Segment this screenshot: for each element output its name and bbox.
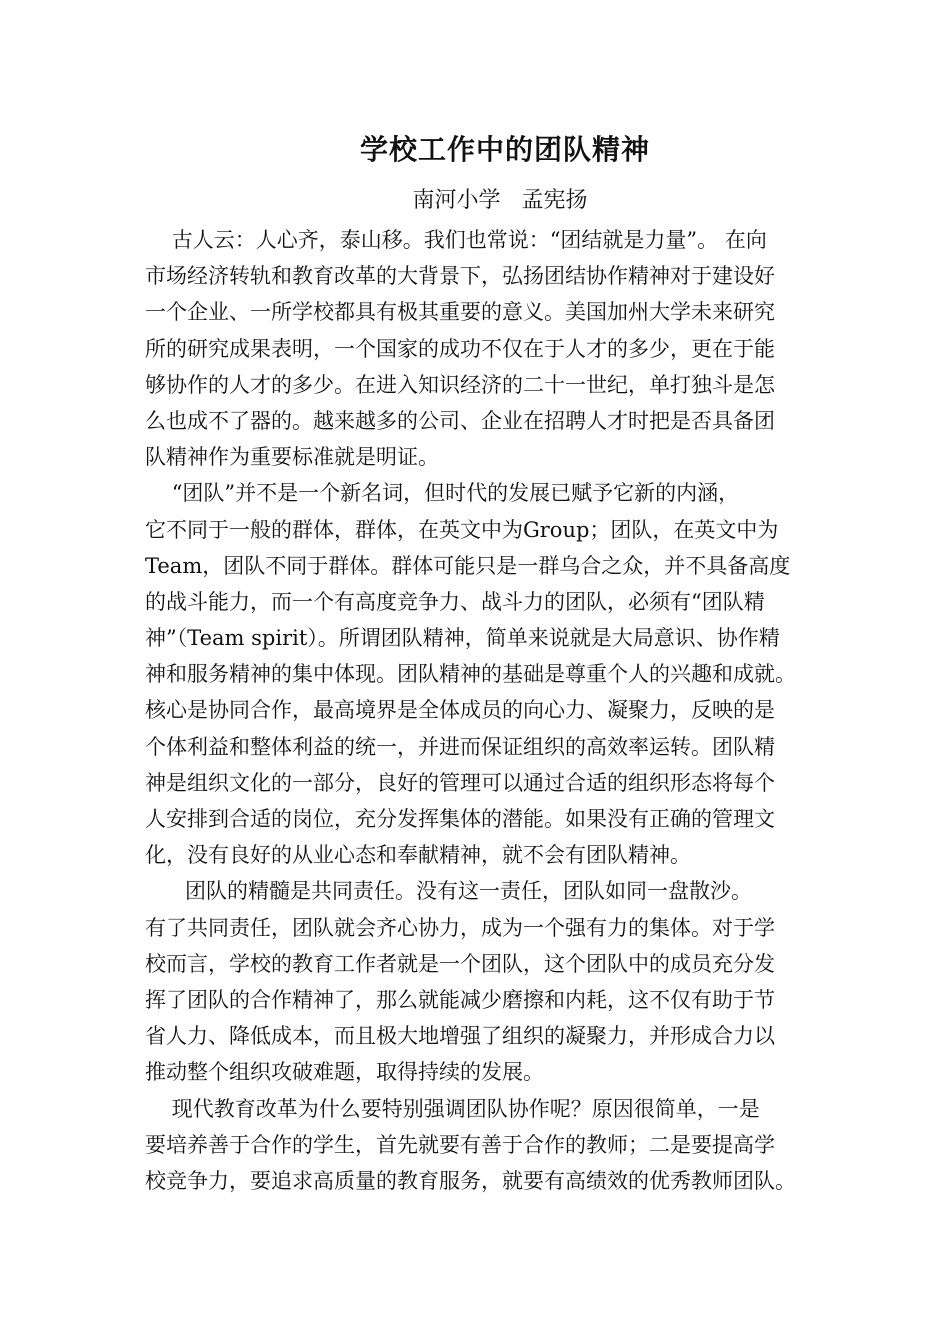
text-line: 所的研究成果表明，一个国家的成功不仅在于人才的多少，更在于能 xyxy=(145,336,775,361)
text-line: 神”（Team spirit）。所谓团队精神，简单来说就是大局意识、协作精 xyxy=(145,626,780,651)
document-title: 学校工作中的团队精神 xyxy=(359,133,650,166)
text-line: 人安排到合适的岗位，充分发挥集体的潜能。如果没有正确的管理文 xyxy=(145,807,775,831)
text-line: 要培养善于合作的学生，首先就要有善于合作的教师；二是要提高学 xyxy=(145,1132,775,1157)
text-line: 化，没有良好的从业心态和奉献精神，就不会有团队精神。 xyxy=(145,843,691,868)
text-line: 神是组织文化的一部分，良好的管理可以通过合适的组织形态将每个 xyxy=(145,770,775,795)
text-line: 的战斗能力，而一个有高度竞争力、战斗力的团队，必须有“团队精 xyxy=(145,589,765,614)
text-line: “团队”并不是一个新名词，但时代的发展已赋予它新的内涵， xyxy=(145,481,740,506)
text-line: 它不同于一般的群体，群体，在英文中为Group；团队，在英文中为 xyxy=(145,517,779,542)
text-line: 推动整个组织攻破难题，取得持续的发展。 xyxy=(145,1060,544,1085)
text-line: Team，团队不同于群体。群体可能只是一群乌合之众，并不具备高度 xyxy=(145,553,791,578)
author-byline: 南河小学 孟宪扬 xyxy=(412,188,588,213)
text-line: 个体利益和整体利益的统一，并进而保证组织的高效率运转。团队精 xyxy=(145,734,775,759)
text-line: 神和服务精神的集中体现。团队精神的基础是尊重个人的兴趣和成就。 xyxy=(145,662,796,687)
text-line: 挥了团队的合作精神了，那么就能减少磨擦和内耗，这不仅有助于节 xyxy=(145,987,775,1012)
text-line: 一个企业、一所学校都具有极其重要的意义。美国加州大学未来研究 xyxy=(145,300,775,325)
text-line: 团队的精髓是共同责任。没有这一责任，团队如同一盘散沙。 xyxy=(145,879,753,904)
text-line: 市场经济转轨和教育改革的大背景下，弘扬团结协作精神对于建设好 xyxy=(145,264,775,289)
text-line: 校竞争力，要追求高质量的教育服务，就要有高绩效的优秀教师团队。 xyxy=(145,1168,796,1193)
text-line: 省人力、降低成本，而且极大地增强了组织的凝聚力，并形成合力以 xyxy=(145,1024,775,1049)
text-line: 核心是协同合作，最高境界是全体成员的向心力、凝聚力，反映的是 xyxy=(145,698,775,723)
text-line: 有了共同责任，团队就会齐心协力，成为一个强有力的集体。对于学 xyxy=(145,915,775,940)
document-body xyxy=(145,222,825,1199)
text-line: 古人云：人心齐，泰山移。我们也常说：“团结就是力量”。 在向 xyxy=(145,228,767,252)
text-line: 么也成不了器的。越来越多的公司、企业在招聘人才时把是否具备团 xyxy=(145,408,775,433)
text-line: 校而言，学校的教育工作者就是一个团队，这个团队中的成员充分发 xyxy=(145,951,775,976)
text-line: 队精神作为重要标准就是明证。 xyxy=(145,445,439,470)
text-line: 够协作的人才的多少。在进入知识经济的二十一世纪，单打独斗是怎 xyxy=(145,372,775,397)
text-line: 现代教育改革为什么要特别强调团队协作呢？原因很简单，一是 xyxy=(145,1096,760,1121)
